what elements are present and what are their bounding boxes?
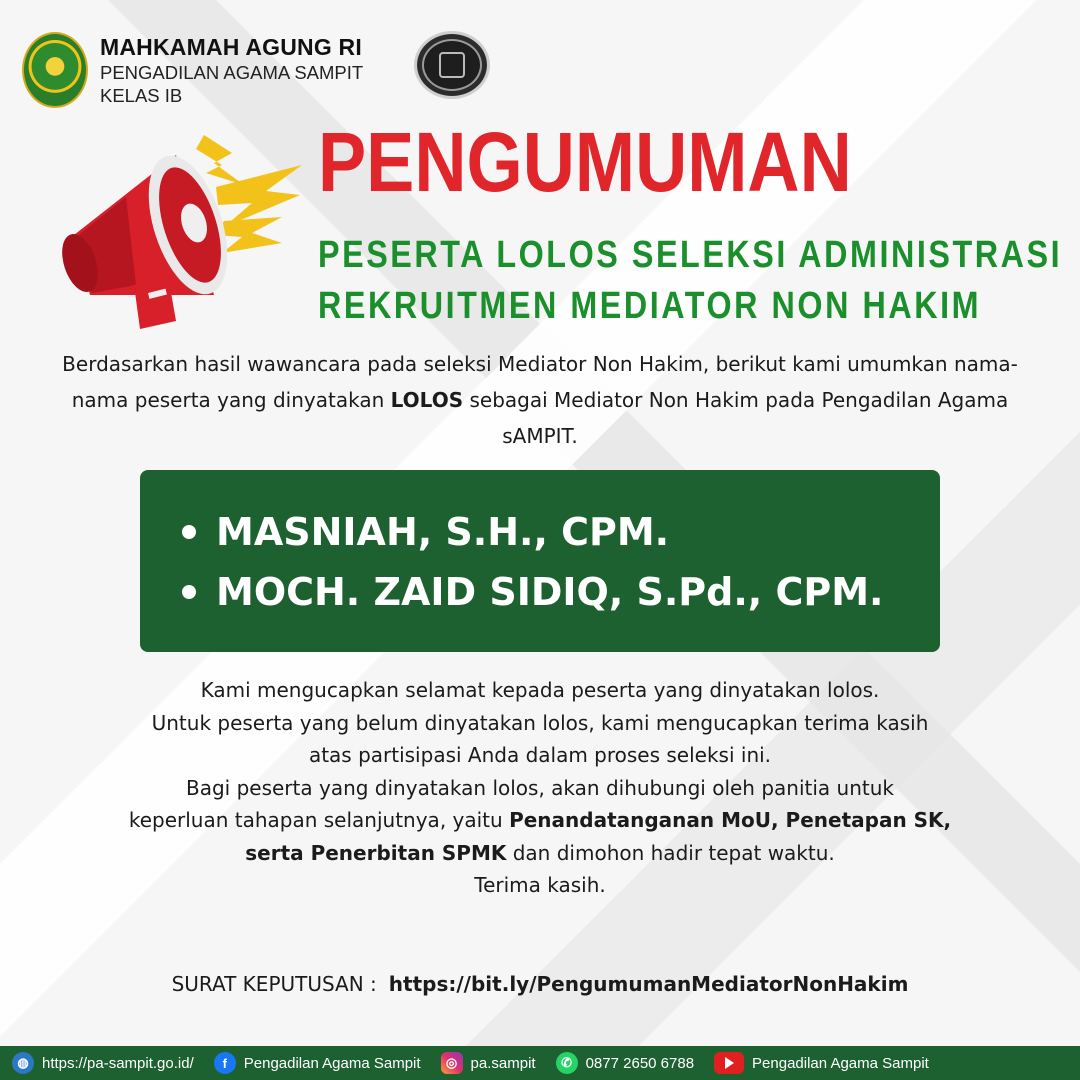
facebook-text: Pengadilan Agama Sampit <box>243 1054 421 1072</box>
participant-item <box>182 562 940 622</box>
facebook-icon: f <box>214 1052 236 1074</box>
footer-website[interactable] <box>12 1052 194 1074</box>
header <box>22 30 363 108</box>
footer-bar <box>0 1046 1080 1080</box>
body-bold-text: Penandatanganan MoU, Penetapan SK, <box>509 808 952 832</box>
org-name: MAHKAMAH AGUNG RI <box>100 34 362 60</box>
globe-icon: ◍ <box>12 1052 34 1074</box>
instagram-icon: ◎ <box>441 1052 463 1074</box>
body-line: Terima kasih. <box>474 873 606 897</box>
body-line: atas partisipasi Anda dalam proses seleksi ini. <box>308 743 772 767</box>
body-bold-text: serta Penerbitan SPMK <box>245 840 507 865</box>
website-text: https://pa-sampit.go.id/ <box>42 1054 194 1072</box>
subtitle-line-1: PESERTA LOLOS SELEKSI ADMINISTRASI <box>318 234 1063 276</box>
body-line: Untuk peserta yang belum dinyatakan lolos, kami mengucapkan terima kasih <box>151 710 929 735</box>
participants-list <box>182 502 940 622</box>
intro-paragraph <box>50 346 1030 454</box>
body-text: keperluan tahapan selanjutnya, yaitu <box>128 808 510 832</box>
subtitle-line-2: REKRUITMEN MEDIATOR NON HAKIM <box>318 285 982 327</box>
footer-instagram[interactable] <box>441 1052 536 1074</box>
participant-name: MASNIAH, S.H., CPM. <box>216 510 670 554</box>
announcement-title: PENGUMUMAN <box>318 115 852 209</box>
intro-lolos-bold: LOLOS <box>390 388 464 412</box>
mahkamah-agung-logo <box>22 32 88 108</box>
body-line <box>40 804 1040 837</box>
bullet-icon <box>182 525 196 539</box>
whatsapp-icon: ✆ <box>556 1052 578 1074</box>
org-sub-court: PENGADILAN AGAMA SAMPIT <box>100 62 364 83</box>
footer-youtube[interactable] <box>714 1052 929 1074</box>
bullet-icon <box>182 585 196 599</box>
body-line: Kami mengucapkan selamat kepada peserta yang dinyatakan lolos. <box>200 678 880 702</box>
body-paragraph <box>40 674 1040 902</box>
body-text: dan dimohon hadir tepat waktu. <box>506 840 835 865</box>
organization-block <box>100 30 363 107</box>
youtube-text: Pengadilan Agama Sampit <box>752 1054 929 1072</box>
body-line <box>40 837 1040 870</box>
decree-label: SURAT KEPUTUSAN : <box>171 972 377 996</box>
zona-integritas-logo <box>414 31 490 99</box>
instagram-text: pa.sampit <box>470 1054 536 1072</box>
decree-link[interactable]: https://bit.ly/PengumumanMediatorNonHakim <box>388 972 909 996</box>
youtube-icon <box>714 1052 744 1074</box>
footer-facebook[interactable] <box>214 1052 421 1074</box>
intro-text-start: Berdasarkan hasil wawancara pada seleksi Mediator Non Hakim, berikut kami umumkan nama-nama peserta yang dinyatakan <box>62 352 1018 412</box>
intro-text-end: sebagai Mediator Non Hakim pada Pengadilan Agama sAMPIT. <box>463 388 1009 448</box>
participant-name: MOCH. ZAID SIDIQ, S.Pd., CPM. <box>216 570 884 614</box>
decree-line <box>0 972 1080 996</box>
whatsapp-text: 0877 2650 6788 <box>585 1054 695 1072</box>
body-line: Bagi peserta yang dinyatakan lolos, akan dihubungi oleh panitia untuk <box>186 775 894 800</box>
megaphone-icon <box>56 125 306 345</box>
passed-participants-box <box>140 470 940 652</box>
footer-whatsapp[interactable] <box>556 1052 694 1074</box>
org-sub-class: KELAS IB <box>100 85 183 106</box>
participant-item <box>182 502 940 562</box>
